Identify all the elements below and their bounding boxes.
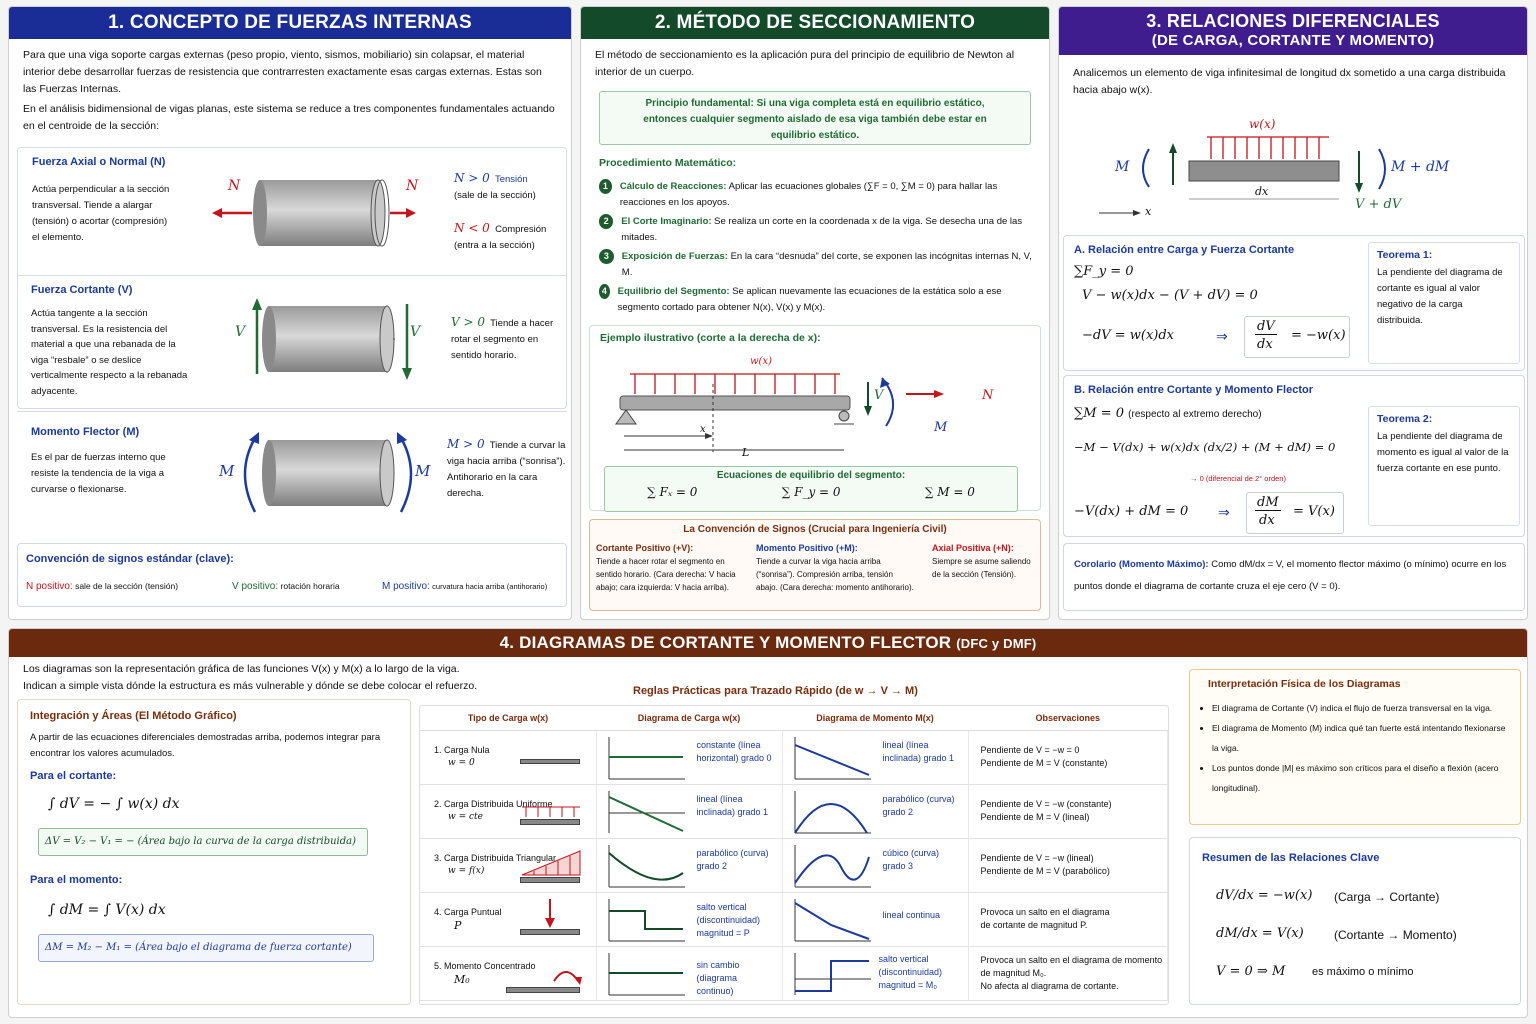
section-2-panel [580, 6, 1050, 620]
rel-b-note: → 0 (diferencial de 2° orden) [1190, 474, 1286, 483]
proc-step: 2 El Corte Imaginario: Se realiza un corte en la coordenada x de la viga. Se desecha una de las mitades. [599, 214, 1039, 249]
example-box [589, 325, 1041, 511]
section-1-header: 1. CONCEPTO DE FUERZAS INTERNAS [9, 7, 571, 39]
shear-title: Fuerza Cortante (V) [31, 284, 133, 296]
convention-title: Convención de signos estándar (clave): [26, 553, 234, 565]
equilibrium-box [604, 466, 1018, 512]
col-shear-diagram: Diagrama de Carga w(x) [596, 706, 782, 730]
int-m-box: ΔM = M₂ − M₁ = (Área bajo el diagrama de fuerza cortante) [38, 934, 374, 962]
example-x: x [700, 424, 706, 435]
rel-a-eq2: V − w(x)dx − (V + dV) = 0 [1082, 288, 1258, 303]
section-example-diagram [610, 352, 1030, 462]
example-N: N [982, 388, 994, 403]
rel-b-eq3: −V(dx) + dM = 0 [1074, 504, 1189, 519]
moment-cylinder-diagram [213, 428, 413, 520]
example-wx: w(x) [750, 356, 773, 367]
rules-title: Reglas Prácticas para Trazado Rápido (de w → V → M) [633, 685, 918, 697]
s2-intro: El método de seccionamiento es la aplicación pura del principio de equilibrio de Newton al interior de un cuerpo. [595, 49, 1015, 78]
physical-interpretation-box [1189, 669, 1521, 825]
eq-fx: ∑ Fₓ = 0 [647, 485, 698, 499]
section-3-panel [1058, 6, 1528, 620]
col-moment-diagram: Diagrama de Momento M(x) [782, 706, 968, 730]
corollary-box: Corolario (Momento Máximo): Como dM/dx = V, el momento flector máximo (o mínimo) ocurre en los puntos donde el diagrama de cortante cruza el eje cero (V = 0). [1063, 543, 1525, 611]
sign-convention-civil-box [589, 519, 1041, 611]
sum-eq2-desc: (Cortante → Momento) [1334, 928, 1457, 942]
sum-title: Resumen de las Relaciones Clave [1202, 852, 1380, 864]
sum-eq1: dV/dx = −w(x) [1216, 888, 1313, 903]
phys-item: • Los puntos donde |M| es máximo son críticos para el diseño a flexión (acero longitudinal). [1212, 758, 1512, 798]
section-1-panel [8, 6, 572, 620]
convention-v: V positivo: rotación horaria [232, 581, 340, 592]
elem-x: x [1145, 205, 1152, 218]
table-row: 5. Momento Concentrado M₀ sin cambio (diagrama continuo) salto vertical (discontinuidad) magnitud = M₀ Provoca un salto en el diagrama de momento de magnitud M₀. No afecta al diagrama de cortante. [420, 946, 1168, 1000]
signs-title: La Convención de Signos (Crucial para Ingeniería Civil) [683, 524, 947, 535]
shear-force-card [17, 275, 567, 411]
rel-b-title: B. Relación entre Cortante y Momento Flector [1074, 384, 1313, 396]
axial-positive: N > 0 Tensión (sale de la sección) [454, 171, 536, 201]
shear-positive: V > 0 Tiende a hacer rotar el segmento en sentido horario. [451, 315, 554, 361]
rel-b-result: dM dx = V(x) [1246, 492, 1344, 534]
sum-eq3-desc: es máximo o mínimo [1312, 966, 1414, 978]
phys-item: • El diagrama de Momento (M) indica qué tan fuerte está intentando flexionarse la viga. [1212, 718, 1512, 758]
moment-title: Momento Flector (M) [31, 426, 140, 438]
summary-box [1189, 837, 1521, 1005]
col-load-type: Tipo de Carga w(x) [420, 706, 596, 730]
phys-item: • El diagrama de Cortante (V) indica el flujo de fuerza transversal en la viga. [1212, 698, 1512, 718]
elem-VdV: V + dV [1355, 197, 1402, 212]
sum-eq3: V = 0 ⇒ M [1216, 964, 1286, 979]
section-2-header: 2. MÉTODO DE SECCIONAMIENTO [581, 7, 1049, 39]
convention-m: M positivo: curvatura hacia arriba (antihorario) [382, 581, 548, 592]
sum-eq1-desc: (Carga → Cortante) [1334, 890, 1440, 904]
moment-m-right: M [415, 462, 431, 480]
s4-intro: Los diagramas son la representación gráfica de las funciones V(x) y M(x) a lo largo de la viga. Indican a simple vista dónde la estructura es más vulnerable y dónde se debe colocar el refuerzo. [23, 663, 478, 692]
elem-MdM: M + dM [1391, 159, 1450, 175]
example-L: L [742, 446, 750, 459]
proc-step: 1 Cálculo de Reacciones: Aplicar las ecuaciones globales (∑F = 0, ∑M = 0) para hallar las reacciones en los apoyos. [599, 179, 1039, 214]
theorem-1: Teorema 1: La pendiente del diagrama de cortante es igual al valor negativo de la carga distribuida. [1368, 242, 1520, 364]
section-4-header: 4. DIAGRAMAS DE CORTANTE Y MOMENTO FLECTOR (DFC y DMF) [9, 629, 1527, 657]
theorem-2: Teorema 2: La pendiente del diagrama de momento es igual al valor de la fuerza cortante en ese punto. [1368, 406, 1520, 526]
eq-m: ∑ M = 0 [924, 485, 975, 499]
axial-n-right: N [406, 178, 419, 194]
example-title: Ejemplo ilustrativo (corte a la derecha de x): [600, 332, 821, 344]
rel-b-eq1: ∑M = 0 (respecto al extremo derecho) [1074, 406, 1262, 421]
axial-n-left: N [228, 178, 241, 194]
int-title: Integración y Áreas (El Método Gráfico) [30, 710, 237, 722]
table-row: 3. Carga Distribuida Triangular w = f(x) parabólico (curva) grado 2 cúbico (curva) grado 3 Pendiente de V = −w (lineal) Pendiente de M = V (parabólico) [420, 838, 1168, 892]
table-row: 2. Carga Distribuida Uniforme w = cte lineal (línea inclinada) grado 1 parabólico (curva) grado 2 Pendiente de V = −w (constante) Pendiente de M = V (lineal) [420, 784, 1168, 838]
table-row: 4. Carga Puntual P salto vertical (discontinuidad) magnitud = P lineal continua Provoca un salto en el diagrama de cortante de magnitud P. [420, 892, 1168, 946]
elem-dx: dx [1255, 185, 1269, 198]
relation-a-box: A. Relación entre Carga y Fuerza Cortante ∑F_y = 0 V − w(x)dx − (V + dV) = 0 −dV = w(x)dx ⇒ dV dx = −w(x) Teorema 1: La pendiente del diagrama de cortante es igual al valor negativo de la carga distribuida. [1063, 235, 1525, 371]
moment-desc: Es el par de fuerzas interno que resiste la tendencia de la viga a curvarse o flexionarse. [31, 452, 166, 495]
int-v-eq: ∫ dV = − ∫ w(x) dx [48, 796, 180, 812]
int-v-title: Para el cortante: [30, 770, 117, 782]
axial-desc: Actúa perpendicular a la sección transversal. Tiende a alargar (tensión) o acortar (compresión) el elemento. [32, 184, 170, 243]
shear-desc: Actúa tangente a la sección transversal. Es la resistencia del material a que una rebanada de la viga “resbale” o se deslice verticalmente respecto a la rebanada adyacente. [31, 308, 188, 397]
elem-M: M [1115, 159, 1130, 175]
eq-fy: ∑ F_y = 0 [781, 485, 841, 499]
proc-step: 4 Equilibrio del Segmento: Se aplican nuevamente las ecuaciones de la estática solo a ese segmento cortado para obtener N(x), V(x) y M(x). [599, 284, 1039, 319]
int-m-eq: ∫ dM = ∫ V(x) dx [48, 902, 166, 918]
rel-b-eq2: −M − V(dx) + w(x)dx (dx/2) + (M + dM) = 0 [1074, 440, 1336, 454]
col-observations: Observaciones [968, 706, 1168, 730]
section-3-header: 3. RELACIONES DIFERENCIALES (DE CARGA, CORTANTE Y MOMENTO) [1059, 7, 1527, 55]
s1-intro-2: En el análisis bidimensional de vigas planas, este sistema se reduce a tres componentes fundamentales actuando en el centroide de la sección: [23, 103, 555, 132]
rel-a-eq1: ∑F_y = 0 [1074, 264, 1134, 279]
sum-eq2: dM/dx = V(x) [1216, 926, 1304, 941]
s1-intro: Para que una viga soporte cargas externas (peso propio, viento, sismos, mobiliario) sin colapsar, el material interior debe desarrollar fuerzas de resistencia que contrarresten exactamente esas cargas externas. Estas son las Fuerzas Internas. [23, 49, 542, 95]
moment-positive: M > 0 Tiende a curvar la viga hacia arriba (“sonrisa”). Antihorario en la cara derecha. [447, 437, 566, 499]
rules-table [419, 705, 1169, 1005]
integration-box [17, 699, 411, 1005]
sign-moment: Momento Positivo (+M): Tiende a curvar la viga hacia arriba (“sonrisa”). Compresión arriba, tensión abajo. (Cara derecha: momento antihorario). [756, 543, 914, 592]
int-v-box: ΔV = V₂ − V₁ = − (Área bajo la curva de la carga distribuida) [38, 828, 368, 856]
proc-step: 3 Exposición de Fuerzas: En la cara “desnuda” del corte, se exponen las incógnitas internas N, V, M. [599, 249, 1039, 284]
rel-a-eq3: −dV = w(x)dx [1082, 328, 1175, 343]
sign-shear: Cortante Positivo (+V): Tiende a hacer rotar el segmento en sentido horario. (Cara derecha: V hacia abajo; cara izquierda: V hacia arriba). [596, 543, 736, 592]
int-m-title: Para el momento: [30, 874, 123, 886]
sign-convention-box [17, 543, 567, 607]
section-4-panel [8, 628, 1528, 1018]
rel-a-result: dV dx = −w(x) [1244, 316, 1350, 358]
example-V: V [874, 388, 884, 403]
proc-title: Procedimiento Matemático: [599, 157, 737, 169]
table-row: 1. Carga Nula w = 0 constante (línea horizontal) grado 0 lineal (línea inclinada) grado 1 Pendiente de V = −w = 0 Pendiente de M = V (constante) [420, 730, 1168, 784]
procedure-list [599, 179, 1039, 319]
shear-v-right: V [410, 324, 421, 340]
relation-b-box: B. Relación entre Cortante y Momento Flector ∑M = 0 (respecto al extremo derecho) −M − V(dx) + w(x)dx (dx/2) + (M + dM) = 0 → 0 (diferencial de 2° orden) −V(dx) + dM = 0 ⇒ dM dx = V(x) Teorema 2: La pendiente del diagrama de momento es igual al valor de la fuerza cortante en ese punto. [1063, 375, 1525, 537]
shear-v-left: V [235, 324, 246, 340]
example-M: M [934, 420, 948, 435]
convention-n: N positivo: sale de la sección (tensión) [26, 581, 179, 592]
moment-card [17, 411, 567, 539]
elem-wx: w(x) [1249, 117, 1276, 131]
axial-negative: N < 0 Compresión (entra a la sección) [454, 221, 547, 251]
rel-a-title: A. Relación entre Carga y Fuerza Cortante [1074, 244, 1295, 256]
int-desc: A partir de las ecuaciones diferenciales demostradas arriba, podemos integrar para encontrar los valores acumulados. [30, 732, 381, 759]
shear-cylinder-diagram [217, 294, 417, 384]
eq-title: Ecuaciones de equilibrio del segmento: [716, 470, 906, 481]
moment-m-left: M [219, 462, 235, 480]
principle-box: Principio fundamental: Si una viga completa está en equilibrio estático, entonces cualquier segmento aislado de esa viga también debe estar en equilibrio estático. [599, 91, 1031, 145]
s3-intro: Analicemos un elemento de viga infinitesimal de longitud dx sometido a una carga distribuida hacia abajo w(x). [1073, 67, 1506, 96]
axial-title: Fuerza Axial o Normal (N) [32, 156, 166, 168]
phys-title: Interpretación Física de los Diagramas [1208, 678, 1401, 690]
sign-axial: Axial Positiva (+N): Siempre se asume saliendo de la sección (Tensión). [932, 543, 1031, 579]
